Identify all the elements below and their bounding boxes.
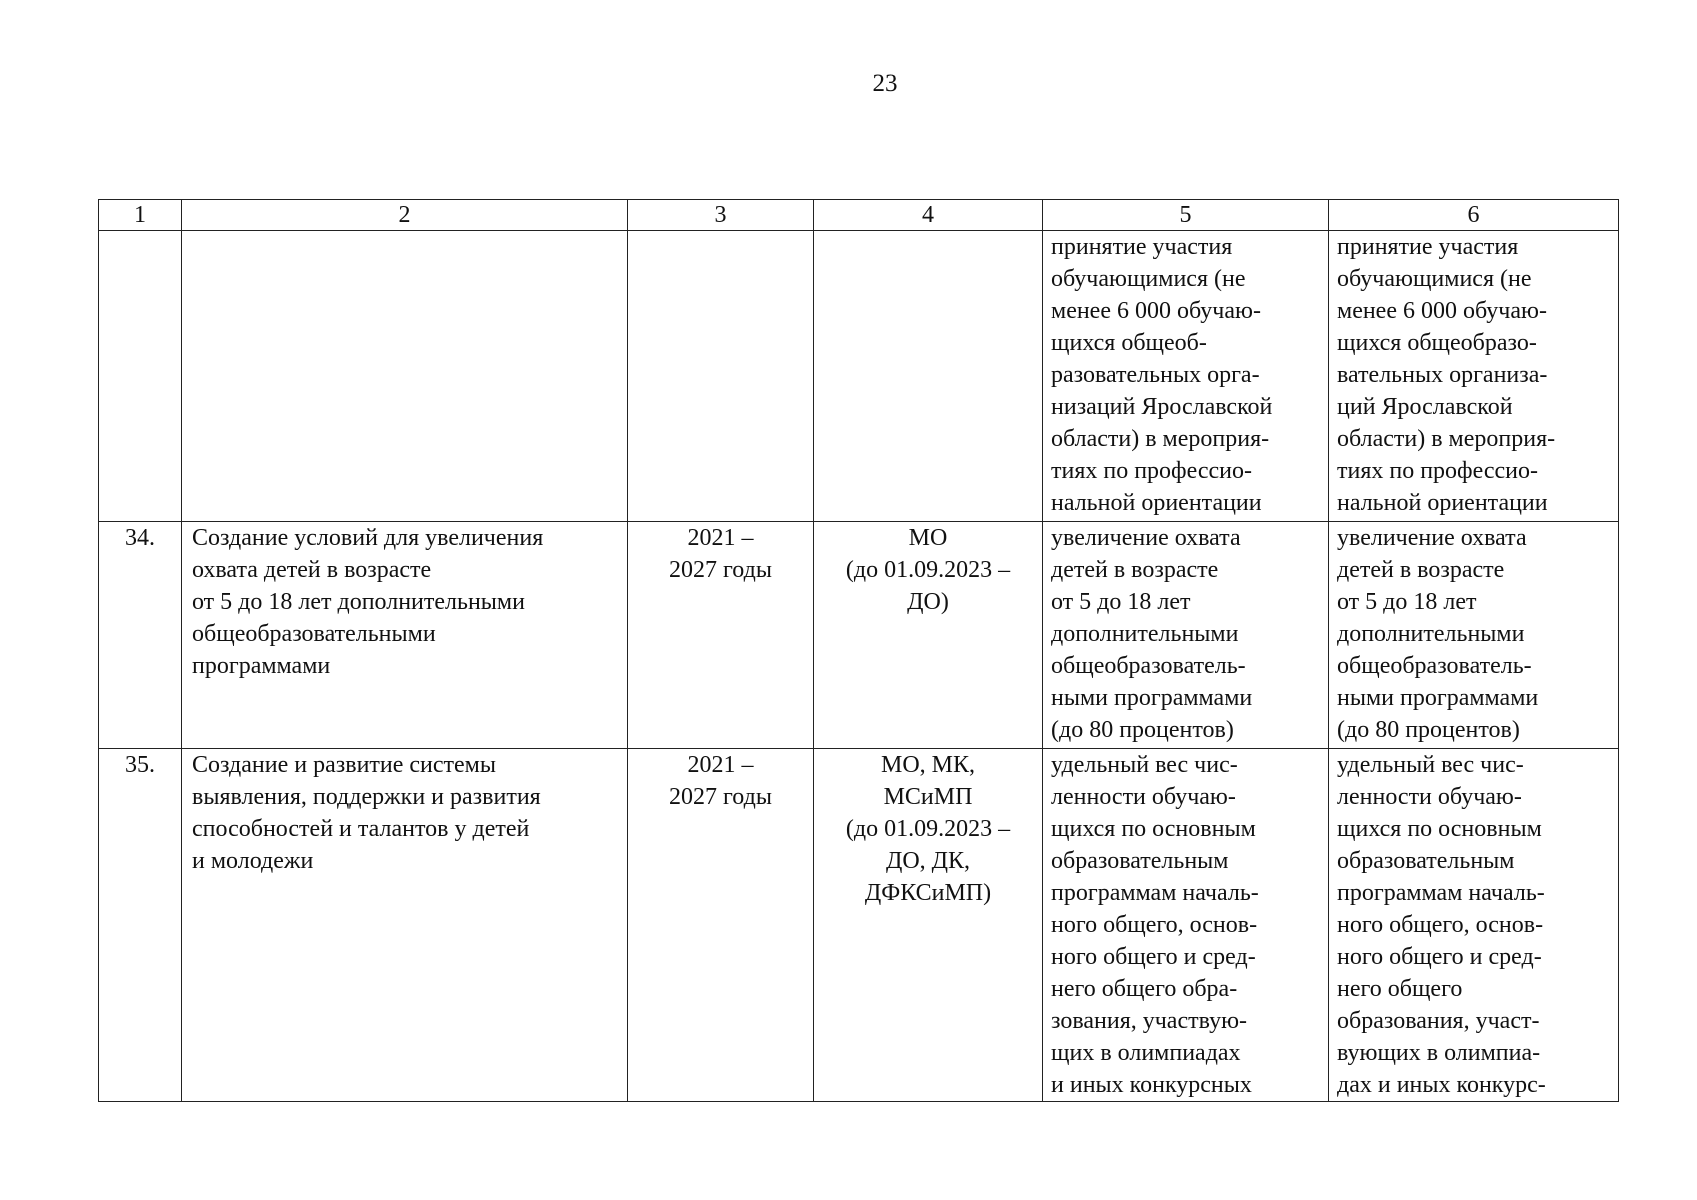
- text-line: 2021 –: [687, 752, 754, 778]
- text-line: ДФКСиМП): [864, 880, 992, 906]
- period-cell: [628, 522, 814, 749]
- text-line: и иных конкурсных: [1051, 1072, 1252, 1098]
- table-row-35: [99, 749, 1619, 1102]
- result-cell: [1329, 749, 1619, 1102]
- text-line: Создание условий для увеличения: [192, 525, 544, 551]
- text-line: (до 01.09.2023 –: [845, 557, 1011, 583]
- continuation-num-cell: [99, 231, 182, 522]
- text-line: ДО): [907, 589, 949, 615]
- text-line: дах и иных конкурс-: [1337, 1072, 1546, 1098]
- text-line: общеобразовательными: [192, 621, 436, 647]
- text-line: щихся общеоб-: [1051, 330, 1207, 356]
- text-line: ного общего, основ-: [1051, 912, 1258, 938]
- text-line: нальной ориентации: [1337, 490, 1548, 516]
- text-line: от 5 до 18 лет: [1337, 589, 1477, 615]
- column-header-3: 3: [628, 200, 814, 231]
- text-line: вательных организа-: [1337, 362, 1548, 388]
- text-line: менее 6 000 обучаю-: [1337, 298, 1547, 324]
- text-line: щих в олимпиадах: [1051, 1040, 1241, 1066]
- text-line: менее 6 000 обучаю-: [1051, 298, 1261, 324]
- text-line: программами: [192, 653, 331, 679]
- text-line: МСиМП: [883, 784, 973, 810]
- table-row-34: [99, 522, 1619, 749]
- measure-name-cell: [182, 749, 628, 1102]
- result-cell: [1329, 522, 1619, 749]
- column-number-row: [99, 200, 1619, 231]
- text-line: него общего: [1337, 976, 1463, 1002]
- continuation-executor-cell: [814, 231, 1043, 522]
- text-line: зования, участвую-: [1051, 1008, 1248, 1034]
- text-line: обучающимися (не: [1337, 266, 1532, 292]
- text-line: щихся по основным: [1337, 816, 1542, 842]
- text-line: ными программами: [1337, 685, 1539, 711]
- text-line: области) в мероприя-: [1337, 426, 1556, 452]
- text-line: ций Ярославской: [1337, 394, 1513, 420]
- text-line: детей в возрасте: [1051, 557, 1219, 583]
- text-line: детей в возрасте: [1337, 557, 1505, 583]
- page-number: 23: [872, 70, 898, 97]
- text-line: тиях по профессио-: [1337, 458, 1538, 484]
- column-header-6: 6: [1329, 200, 1619, 231]
- text-line: выявления, поддержки и развития: [192, 784, 541, 810]
- text-line: ДО, ДК,: [885, 848, 971, 874]
- indicator-cell: [1043, 522, 1329, 749]
- continuation-result-cell: [1329, 231, 1619, 522]
- text-line: удельный вес чис-: [1051, 752, 1238, 778]
- text-line: общеобразователь-: [1337, 653, 1532, 679]
- text-line: 2027 годы: [669, 784, 772, 810]
- text-line: ными программами: [1051, 685, 1253, 711]
- measure-name-cell: [182, 522, 628, 749]
- row-number: 34.: [99, 522, 182, 749]
- text-line: от 5 до 18 лет: [1051, 589, 1191, 615]
- text-line: охвата детей в возрасте: [192, 557, 432, 583]
- text-line: нальной ориентации: [1051, 490, 1262, 516]
- text-line: щихся общеобразо-: [1337, 330, 1537, 356]
- text-line: ленности обучаю-: [1337, 784, 1522, 810]
- text-line: 2021 –: [687, 525, 754, 551]
- text-line: увеличение охвата: [1051, 525, 1241, 551]
- text-line: ного общего и сред-: [1051, 944, 1256, 970]
- executor-cell: [814, 749, 1043, 1102]
- continuation-period-cell: [628, 231, 814, 522]
- row-number: 35.: [99, 749, 182, 1102]
- text-line: разовательных орга-: [1051, 362, 1260, 388]
- text-line: увеличение охвата: [1337, 525, 1527, 551]
- text-line: ленности обучаю-: [1051, 784, 1236, 810]
- column-header-4: 4: [814, 200, 1043, 231]
- text-line: от 5 до 18 лет дополнительными: [192, 589, 525, 615]
- text-line: (до 80 процентов): [1337, 717, 1520, 743]
- text-line: низаций Ярославской: [1051, 394, 1273, 420]
- indicator-cell: [1043, 749, 1329, 1102]
- column-header-5: 5: [1043, 200, 1329, 231]
- text-line: (до 80 процентов): [1051, 717, 1234, 743]
- text-line: дополнительными: [1337, 621, 1525, 647]
- text-line: (до 01.09.2023 –: [845, 816, 1011, 842]
- text-line: ного общего, основ-: [1337, 912, 1544, 938]
- text-line: принятие участия: [1337, 234, 1519, 260]
- column-header-2: 2: [182, 200, 628, 231]
- text-line: удельный вес чис-: [1337, 752, 1524, 778]
- text-line: щихся по основным: [1051, 816, 1256, 842]
- executor-cell: [814, 522, 1043, 749]
- text-line: Создание и развитие системы: [192, 752, 496, 778]
- text-line: образования, участ-: [1337, 1008, 1540, 1034]
- text-line: общеобразователь-: [1051, 653, 1246, 679]
- continuation-indicator-cell: [1043, 231, 1329, 522]
- text-line: программам началь-: [1051, 880, 1259, 906]
- text-line: тиях по профессио-: [1051, 458, 1252, 484]
- text-line: дополнительными: [1051, 621, 1239, 647]
- text-line: области) в мероприя-: [1051, 426, 1270, 452]
- text-line: программам началь-: [1337, 880, 1545, 906]
- text-line: него общего обра-: [1051, 976, 1238, 1002]
- text-line: образовательным: [1337, 848, 1515, 874]
- text-line: способностей и талантов у детей: [192, 816, 530, 842]
- text-line: 2027 годы: [669, 557, 772, 583]
- text-line: вующих в олимпиа-: [1337, 1040, 1541, 1066]
- text-line: и молодежи: [192, 848, 314, 874]
- text-line: обучающимися (не: [1051, 266, 1246, 292]
- period-cell: [628, 749, 814, 1102]
- text-line: МО, МК,: [880, 752, 976, 778]
- continuation-name-cell: [182, 231, 628, 522]
- measures-table: [98, 199, 1619, 1102]
- table-row-continuation: [99, 231, 1619, 522]
- text-line: образовательным: [1051, 848, 1229, 874]
- text-line: МО: [908, 525, 948, 551]
- text-line: ного общего и сред-: [1337, 944, 1542, 970]
- column-header-1: 1: [99, 200, 182, 231]
- text-line: принятие участия: [1051, 234, 1233, 260]
